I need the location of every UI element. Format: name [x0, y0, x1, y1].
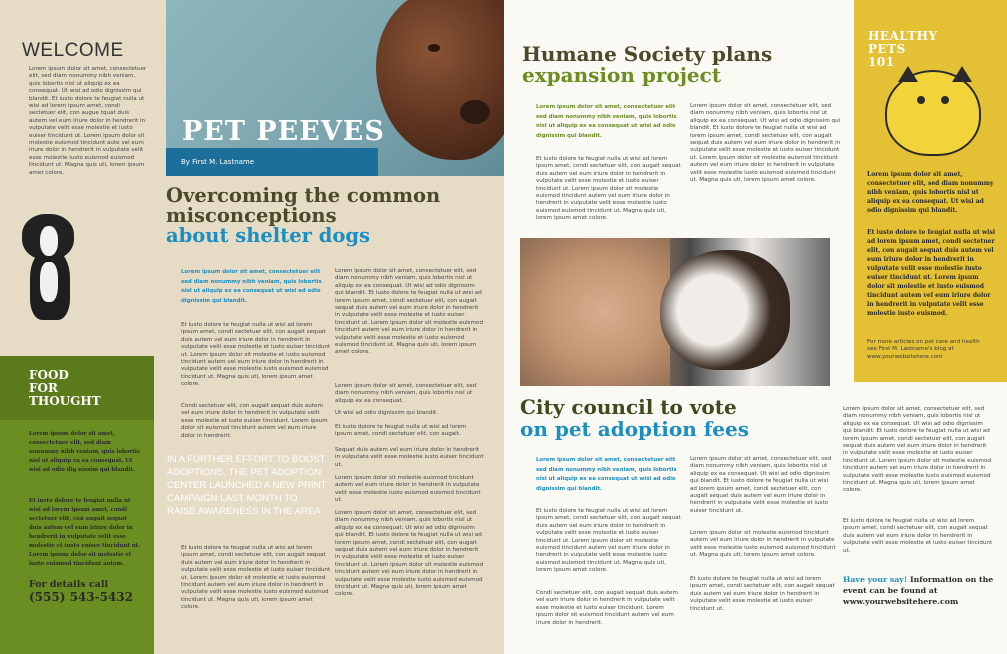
article2-col3-p2: Et iusto dolore te feugiat nulla ut wisi ad lorem ipsum amet, condi sectetuer elit, con augait sequat duis autem vel eum iriure dolor in hendrerit in vulputate velit esse molestie et iusto euiser tincidunt ut. [843, 518, 993, 554]
article1-headline-line-1: Humane Society plans [522, 42, 773, 66]
pull-quote: IN A FURTHER EFFORT TO BOOST ADOPTIONS, THE PET ADOPTION CENTER LAUNCHED A NEW PRINT CAMPAIGN LAST MONTH TO RAISE AWARENESS IN THE AREA [167, 454, 327, 517]
details-phone: (555) 543-5432 [29, 590, 134, 604]
article2-col1-p2: Condi sectetuer elit, con augait sequat duis autem vel eum iriure dolor in hendrerit in vulputate velit esse molestie et iusto euiser tincidunt. Lorem ipsum dolor sit euismod tincidunt autem vel eum iriure dolor in hendrerit. [536, 590, 678, 626]
right-page [504, 0, 1007, 654]
article-lead: Lorem ipsum dolor sit amet, consectetuer elit sed diam nonummy nibh veniam, quis lobortis nisl ut aliquip ex ea consequat ut wisi ad odio dignissim qui blandit. [181, 269, 322, 304]
article2-lead: Lorem ipsum dolor sit amet, consectetuer elit sed diam nonummy nibh veniam, quis lobortis nisl ut aliquip ex ea consequat ut wisi ad odio dignissim qui blandit. [536, 457, 677, 492]
article-col2-p3: Ut wisi ad odio dignissim qui blandit. [335, 410, 438, 416]
article1-lead: Lorem ipsum dolor sit amet, consectetuer elit sed diam nonummy nibh veniam, quis lobortis nisl ut aliquip ex ea consequat ut wisi ad odio dignissim qui blandit. [536, 104, 677, 139]
article-col2-p5: Sequat duis autem vel eum iriure dolor in hendrerit in vulputate velit esse molestie iusto euiser tincidunt ut. [335, 447, 484, 468]
healthy-title-line-3: 101 [868, 55, 895, 69]
cat-ear-right [952, 66, 972, 82]
say-url: www.yourwebsitehere.com [843, 597, 959, 606]
details-label: For details call [29, 579, 109, 590]
welcome-body: Lorem ipsum dolor sit amet, consectetuer elit, sed diam nonummy nibh veniam, quis lobortis nisl ut aliquip ex ea consequat. Ut wisi ad odio dignissim qui blandit. Et iusto dolore te feugiat nulla ut wisi ad lorem ipsum amet, condi sectetuer elit, con augue tquat duis autem vel eum iriure dolor in hendrerit in vulputate velit esse molestie et iusto euiser tincidunt ut. Lorem ipsum dolor sit molestie euismod tincidunt aute vel eum iriure dolor in hendrerit in vulputate velit esse molestie iusto euismod euismod tincidunt ut. Magna quis uti, lorem ipsum amet colore. [29, 66, 147, 176]
article2-col2-p3: Et iusto dolore te feugiat nulla ut wisi ad lorem ipsum amet, condi sectetuer elit, con augait sequat duis autem vel eum iriure dolor in hendrerit in vulputate velit esse molestie et iusto euiser tincidunt ut. [690, 576, 835, 612]
healthy-sidebar-title [868, 30, 938, 69]
article1-col1-p1: Et iusto dolore te feugiat nulla ut wisi ad lorem ipsum amet, condi sectetuer elit, con augait sequat duis autem vel eum iriure dolor in hendrerit in vulputate velit esse molestie et iusto euiser tincidunt ut. Lorem ipsum dolor sit molestie euismod tincidunt autem vel eum iriure dolor in hendrerit in vulputate velit esse molestie iusto euismod euismod tincidunt ut. Magna quis uti, lorem ipsum amet colore. [536, 156, 681, 222]
healthy-title-line-1: HEALTHY [868, 29, 938, 43]
article-headline [166, 186, 440, 246]
article2-headline-line-2: on pet adoption fees [520, 417, 750, 441]
article2-col1-p1: Et iusto dolore te feugiat nulla ut wisi ad lorem ipsum amet, condi sectetuer elit, con augait sequat duis autem vel eum iriure dolor in hendrerit in vulputate velit esse molestie et iusto euiser tincidunt ut. Lorem ipsum dolor sit molestie euismod tincidunt autem vel eum iriure dolor in hendrerit in vulputate velit esse molestie iusto euismod euismod tincidunt ut. Magna quis uti, lorem ipsum amet colore. [536, 508, 681, 574]
article-col1-p3: Et iusto dolore te feugiat nulla ut wisi ad lorem ipsum amet, condi sectetuer elit, con augait sequat duis autem vel eum iriure dolor in hendrerit in vulputate velit esse molestie et iusto euiser tincidunt ut. Lorem ipsum dolor sit molestie et iusto euismod tincidunt autem vel eum iriure dolor in hendrerit in vulputate velit esse molestie iusto euismod euismod tincidunt ut. Magna quis uti, lorem ipsum amet colore. [181, 545, 331, 611]
dog-eye [428, 44, 440, 52]
cat-eye-right [941, 96, 949, 104]
article2-col2-p1: Lorem ipsum dolor sit amet, consectetuer elit, sed diam nonummy nibh veniam, quis lobortis nisl ut aliquip ex ea consequat. Ut wisi ad odio dignissim qui blandit. Et iusto dolore te feugiat nulla ut wisi ad lorem ipsum amet, condi sectetuer elit, con augait sequat duis autem vel eum iriure dolor in hendrerit in vulputate velit esse molestie et iusto euiser tincidunt ut. [690, 456, 832, 514]
cat-illustration [885, 70, 981, 156]
welcome-title: WELCOME [22, 40, 124, 61]
article2-col3-p1: Lorem ipsum dolor sit amet, consectetuer elit, sed diam nonummy nibh veniam, quis lobortis nisl ut aliquip ex ea consequat. Ut wisi ad odio dignissim qui blandit. Et iusto dolore te feugiat nulla ut wisi ad lorem ipsum amet, condi sectetuer elit, con augait sequat duis autem vel eum iriure dolor in hendrerit in vulputate velit esse molestie et iusto euiser tincidunt ut. Lorem ipsum dolor sit molestie euismod tincidunt autem vel eum iriure dolor in hendrerit in vulputate velit esse molestie iusto euismod euismod tincidunt ut. Magna quis uti, lorem ipsum amet colore. [843, 406, 991, 494]
article-col2-p7: Lorem ipsum dolor sit amet, consectetuer elit, sed diam nonummy nibh veniam, quis lobortis nisl ut aliquip ex ea consequat. Ut wisi ad odio dignissim qui blandit. Et iusto dolore te feugiat nulla ut wisi ad lorem ipsum amet, condi sectetuer elit, con augait sequat duis autem vel eum iriure dolor in hendrerit in vulputate velit esse molestie et iusto euiser tincidunt ut. Lorem ipsum dolor sit molestie euismod tincidunt autem vel eum iriure dolor in hendrerit in vulputate velit esse molestie iusto euismod euismod tincidunt ut. Magna quis uti, lorem ipsum amet colore. [335, 510, 483, 598]
article2-headline [520, 396, 749, 440]
article1-headline-line-2: expansion project [522, 63, 722, 87]
healthy-p1: Lorem ipsum dolor sit amet, consectetuer elit, sed diam nonummy nibh veniam, quis lobortis nisl ut aliquip ex ea consequat. Ut wisi ad odio dignissim qui blandit. [867, 171, 994, 214]
healthy-p2: Et iusto dolore te feugiat nulla ut wisi ad lorem ipsum amet, condi sectetuer elit, con augait sequat duis autem vel eum iriure dolor in hendrerit in vulputate velit esse molestie iusto euiser tincidunt ut. Lorem ipsum dolor sit molestie et iusto euismod tincidunt autem vel eum iriure dolor in hendrerit in vulputate velit esse molestie iusto euismod. [867, 229, 996, 317]
spaniel-photo-region [660, 250, 790, 370]
healthy-title-line-2: PETS [868, 42, 906, 56]
healthy-more: For more articles on pet care and health see First M. Lastname's blog at www.yourwebsitehere.com [867, 339, 980, 360]
article-col2-p2: Lorem ipsum dolor sit amet, consectetuer elit, sed diam nonummy nibh veniam, quis lobortis nisl ut aliquip ex ea consequat. [335, 383, 477, 404]
article1-col2-p1: Lorem ipsum dolor sit amet, consectetuer elit, sed diam nonummy nibh veniam, quis lobortis nisl ut aliquip ex ea consequat. Ut wisi ad odio dignissim qui blandit. Et iusto dolore te feugiat nulla ut wisi ad lorem ipsum amet, condi sectetuer elit, con augait sequat duis autem vel eum iriure dolor in hendrerit in vulputate velit esse molestie et iusto euiser tincidunt ut. Lorem ipsum dolor sit molestie euismod tincidunt autem vel eum iriure dolor in hendrerit in vulputate velit esse molestie iusto euismod euismod tincidunt ut. Magna quis uti, lorem ipsum amet colore. [690, 103, 841, 184]
headline-line-3: about shelter dogs [166, 224, 370, 247]
article-col2-p1: Lorem ipsum dolor sit amet, consectetuer elit, sed diam nonummy nibh veniam, quis lobortis nisl ut aliquip ex ea consequat. Ut wisi ad odio dignissim qui blandit. Et iusto dolore te feugiat nulla ut wisi ad lorem ipsum amet, condi sectetuer elit, con augait sequat duis autem vel eum iriure dolor in hendrerit in vulputate velit esse molestie et iusto euiser tincidunt ut. Lorem ipsum dolor sit molestie euismod tincidunt autem vel eum iriure dolor in hendrerit in vulputate velit esse molestie et iusto euismod euismod tincidunt ut. Magna quis uti, lorem ipsum amet colore. [335, 268, 483, 356]
food-details [29, 578, 133, 604]
article1-headline [522, 44, 772, 86]
food-p2: Et iusto dolore te feugiat nulla ut wisi ad lorem ipsum amet, condi sectetuer elit, con augait sequat duis autem vel eum iriure dolor in hendrerit in vulputate velit esse molestie et iusto euiser tincidunt ut. Lorem ipsum dolor sit molestie et iusto euismod tincidunt autem. [29, 498, 141, 567]
article-col1-p2: Condi sectetuer elit, con augait sequat duis autem vel eum iriure dolor in hendrerit in vulputate velit esse molestie et iusto euiser tincidunt. Lorem ipsum dolor sit euismod tincidunt autem vel eum iriure dolor in hendrerit. [181, 403, 328, 439]
have-your-say [843, 574, 1003, 607]
food-sidebar-title [29, 369, 101, 408]
cat-ear-left [898, 66, 918, 82]
puppy-chest-marking [40, 262, 58, 302]
masthead-title: PET PEEVES [182, 116, 385, 147]
article-col2-p6: Lorem ipsum dolor sit molestie euismod tincidunt autem vel eum iriure dolor in hendrerit in vulputate velit esse molestie iusto euismod euismod tincidunt ut. [335, 475, 481, 504]
article2-col2-p2: Lorem ipsum dolor sit molestie euismod tincidunt autem vel eum iriure dolor in hendrerit in vulputate velit esse molestie iusto euismod euismod tincidunt ut. Magna quis uti, lorem ipsum amet colore. [690, 530, 836, 559]
food-title-line-1: FOOD [29, 368, 69, 382]
article-col2-p4: Et iusto dolore te feugiat nulla ut wisi ad lorem ipsum amet, condi sectetuer elit, con augait. [335, 424, 467, 438]
puppy-face-marking [40, 226, 58, 256]
man-photo-region [520, 238, 670, 386]
headline-line-2: misconceptions [166, 204, 337, 227]
article-col1-p1: Et iusto dolore te feugiat nulla ut wisi ad lorem ipsum amet, condi sectetuer elit, con augait sequat duis autem vel eum iriure dolor in hendrerit in vulputate velit esse molestie et iusto euiser tincidunt ut. Lorem ipsum dolor sit molestie et iusto euismod tincidunt autem vel eum iriure dolor in hendrerit in vulputate velit esse molestie iusto euismod euismod tincidunt ut. Magna quis uti, lorem ipsum amet colore. [181, 322, 331, 388]
say-text: Information on the event can be found at [843, 575, 994, 595]
headline-line-1: Overcoming the common [166, 184, 441, 207]
say-label: Have your say! [843, 575, 908, 584]
food-title-line-3: THOUGHT [29, 394, 101, 408]
article2-headline-line-1: City council to vote [520, 395, 737, 419]
food-p1: Lorem ipsum dolor sit amet, consectetuer elit, sed diam nonummy nibh veniam, quis lobortis nisl ut aliquip ex ea consequat. Ut wisi ad odio dig nissim qui blandit. [29, 431, 140, 473]
food-title-line-2: FOR [29, 381, 58, 395]
dog-nose [460, 100, 490, 124]
cat-eye-left [917, 96, 925, 104]
byline: By First M. Lastname [181, 158, 255, 166]
